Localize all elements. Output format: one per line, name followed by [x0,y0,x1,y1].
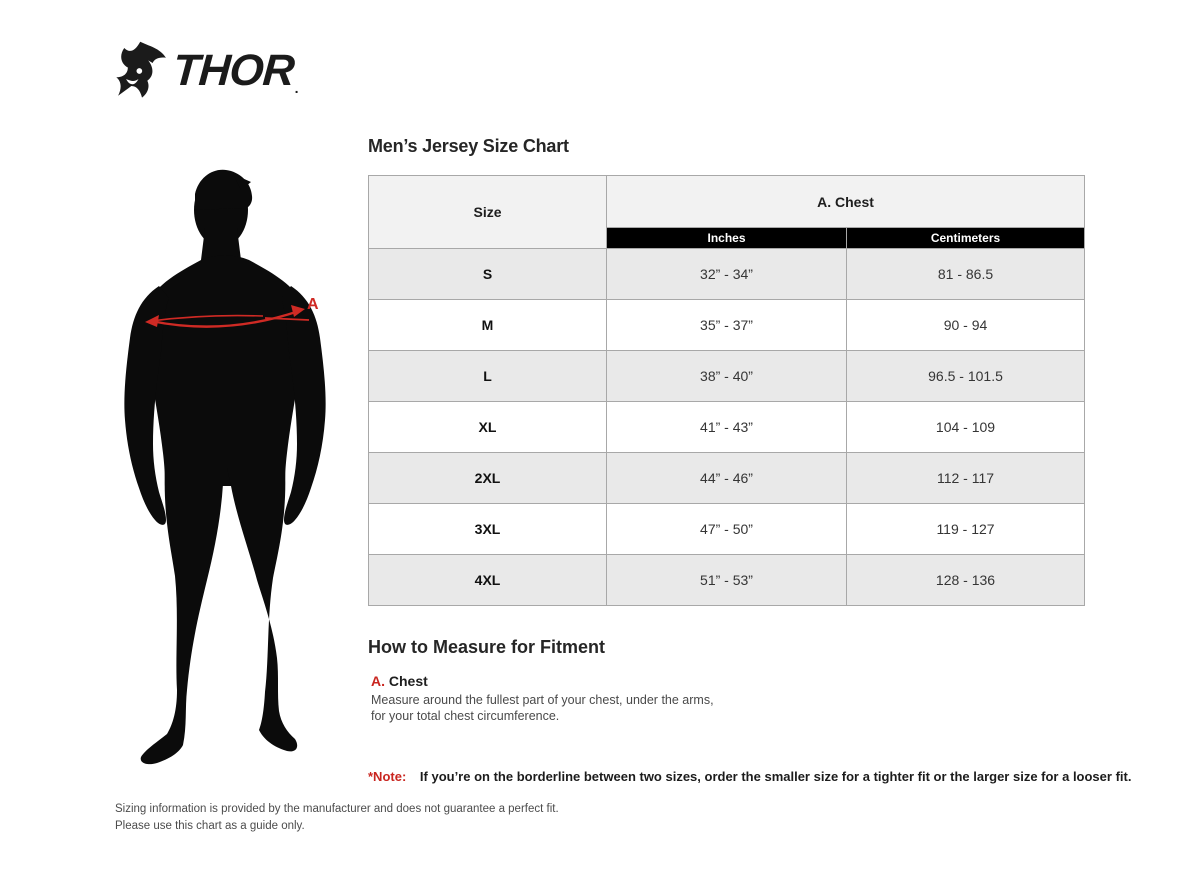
measure-item-name: Chest [388,673,428,689]
size-value: L [369,351,607,402]
size-value: 4XL [369,555,607,606]
table-row [369,402,1085,453]
size-chart-title: Men’s Jersey Size Chart [368,136,569,156]
brand-wordmark: THOR [171,46,296,95]
inches-value: 51” - 53” [607,555,847,606]
centimeters-value: 128 - 136 [847,555,1085,606]
measure-section-heading: How to Measure for Fitment [368,637,606,657]
table-row [369,249,1085,300]
note-text: If you’re on the borderline between two sizes, order the smaller size for a tighter fit or the larger size for a looser fit. [419,769,1132,784]
inches-value: 38” - 40” [607,351,847,402]
disclaimer-line-1: Sizing information is provided by the manufacturer and does not guarantee a perfect fit. [115,803,559,815]
measure-item-description: Measure around the fullest part of your chest, under the arms, for your total chest circumference. [371,693,714,723]
brand-logo [113,40,299,102]
thor-goat-icon [113,40,171,102]
measure-item-chest [371,673,751,724]
column-header-inches: Inches [607,228,847,249]
centimeters-value: 81 - 86.5 [847,249,1085,300]
column-header-chest-group: A. Chest [607,176,1085,228]
table-row [369,351,1085,402]
column-header-size: Size [369,176,607,249]
disclaimer-line-2: Please use this chart as a guide only. [115,819,305,832]
inches-value: 44” - 46” [607,453,847,504]
size-value: 2XL [369,453,607,504]
measure-item-letter: A. [371,673,385,689]
sizing-note [368,769,1131,784]
centimeters-value: 104 - 109 [847,402,1085,453]
inches-value: 47” - 50” [607,504,847,555]
size-value: 3XL [369,504,607,555]
inches-value: 32” - 34” [607,249,847,300]
inches-value: 35” - 37” [607,300,847,351]
chest-point-label: A [307,296,319,313]
table-row [369,453,1085,504]
table-row [369,300,1085,351]
size-chart-table [368,175,1085,606]
measure-item-label [371,673,751,689]
size-value: S [369,249,607,300]
column-header-centimeters: Centimeters [847,228,1085,249]
centimeters-value: 96.5 - 101.5 [847,351,1085,402]
inches-value: 41” - 43” [607,402,847,453]
sizing-disclaimer [115,801,559,834]
size-value: XL [369,402,607,453]
centimeters-value: 119 - 127 [847,504,1085,555]
centimeters-value: 112 - 117 [847,453,1085,504]
centimeters-value: 90 - 94 [847,300,1085,351]
male-silhouette [115,168,337,772]
table-row [369,555,1085,606]
brand-trademark-dot: . [294,80,299,96]
note-prefix: *Note: [368,769,407,784]
table-row [369,504,1085,555]
size-value: M [369,300,607,351]
body-measurement-diagram [115,168,337,772]
